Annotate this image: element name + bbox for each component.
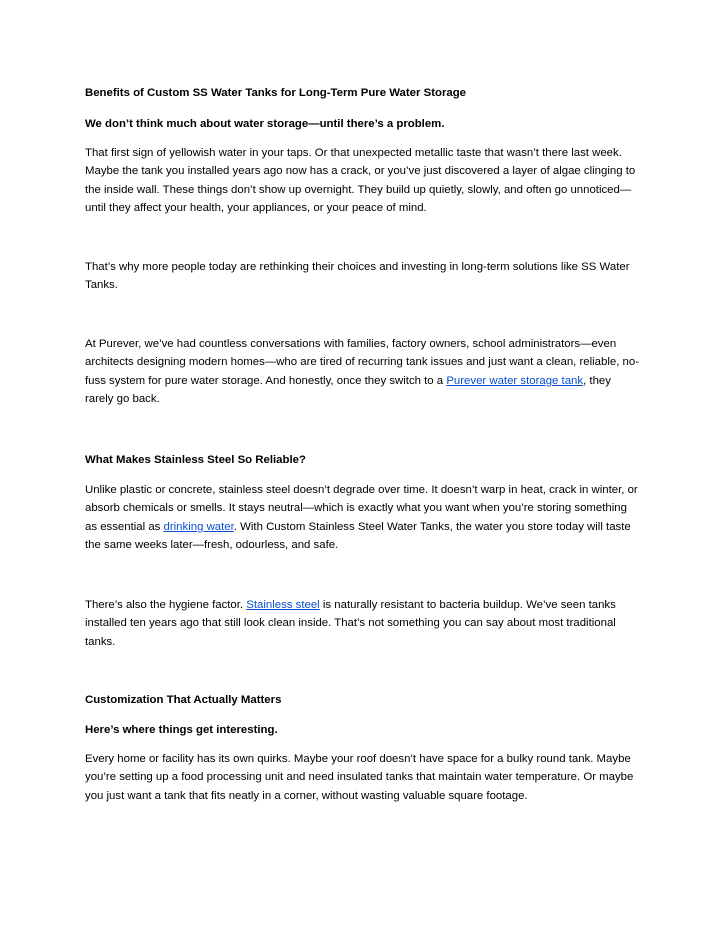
subheading-interesting: Here’s where things get interesting. [85,724,278,736]
paragraph-quirks: Every home or facility has its own quirks. Maybe your roof doesn’t have space for a bulky round tank. Maybe you’re setting up a food processing unit and need insulated tanks that maintain water temperature. Or maybe you just want a tank that fits neatly in a corner, without wasting valuable square footage. [85,753,634,802]
heading-customization: Customization That Actually Matters [85,694,282,706]
subheading-water-storage: We don’t think much about water storage—until there’s a problem. [85,118,445,130]
paragraph-text: At Purever, we’ve had countless conversations with families, factory owners, school administrators—even architects designing modern homes—who are tired of recurring tank issues and just want a clean, reliable, no-fuss system for pure water storage. And honestly, once they switch to a [85,338,639,387]
paragraph-unlike-plastic [85,481,641,555]
purever-water-storage-tank-link[interactable]: Purever water storage tank [446,374,584,387]
paragraph-purever [85,335,641,409]
paragraph-first-signs: That first sign of yellowish water in your taps. Or that unexpected metallic taste that wasn’t there last week. Maybe the tank you installed years ago now has a crack, or you’ve just discovered a layer of algae clinging to the inside wall. These things don’t show up overnight. They build up quietly, slowly, and often go unnoticed—until they affect your health, your appliances, or your peace of mind. [85,147,636,215]
paragraph-text: , they rarely go back. [85,374,611,406]
paragraph-text: Unlike plastic or concrete, stainless steel doesn’t degrade over time. It doesn’t warp in heat, crack in winter, or absorb chemicals or smells. It stays neutral—which is exactly what you want when you’re storing something as essential as [85,484,638,533]
stainless-steel-link[interactable]: Stainless steel [246,599,320,611]
drinking-water-link[interactable]: drinking water [163,520,234,533]
paragraph-text: is naturally resistant to bacteria buildup. We’ve seen tanks installed ten years ago that still look clean inside. That’s not something you can say about most traditional tanks. [85,599,616,648]
paragraph-text: There’s also the hygiene factor. [85,599,247,611]
paragraph-rethinking: That’s why more people today are rethinking their choices and investing in long-term solutions like SS Water Tanks. [85,261,630,292]
heading-stainless-reliable: What Makes Stainless Steel So Reliable? [85,454,306,466]
document-title: Benefits of Custom SS Water Tanks for Long-Term Pure Water Storage [85,87,467,99]
paragraph-hygiene [85,596,641,651]
paragraph-text: . With Custom Stainless Steel Water Tanks, the water you store today will taste the same weeks later—fresh, odourless, and safe. [85,520,631,552]
